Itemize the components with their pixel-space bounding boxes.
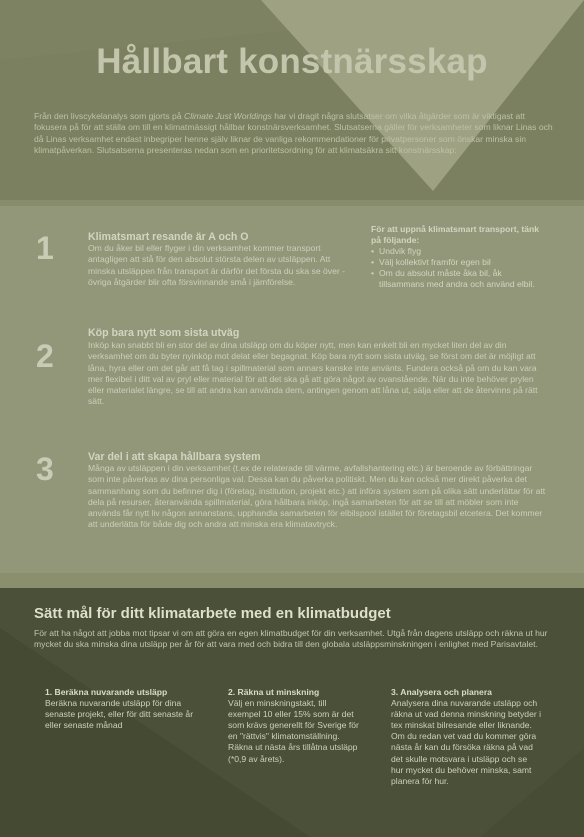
budget-step-title: 2. Räkna ut minskning <box>228 687 320 697</box>
intro-prefix: Från den livscykelanalys som gjorts på <box>34 111 184 121</box>
header-section <box>0 0 584 200</box>
header-background-triangles <box>0 0 584 200</box>
step-number-2: 2 <box>36 338 54 374</box>
step-number-1: 1 <box>36 230 54 266</box>
step-title-3: Var del i att skapa hållbara system <box>88 451 261 463</box>
budget-step-3 <box>391 687 541 787</box>
budget-step-body: Välj en minskningstakt, till exempel 10 eller 15% som är det som krävs generellt för Sverige för en "rättvis" klimatomställning. Räkna ut nästa års tillåtna utsläpp (*0,9 av årets). <box>228 698 359 764</box>
budget-step-body: Analysera dina nuvarande utsläpp och räkna ut vad denna minskning betyder i tex minskat bilresande eller liknande. Om du redan vet vad du kommer göra nästa år kan du försöka räkna på vad det skulle motsvara i utsläpp och se hur mycket du behöver minska, samt planera för hur. <box>391 698 542 786</box>
step-body-3: Många av utsläppen i din verksamhet (t.ex de relaterade till värme, avfallshantering etc.) är beroende av förbättringar som inte påverkas av dina personliga val. Dessa kan du påverka politiskt. Men du kan också mer direkt påverka det sammanhang som du befinner dig i (företag, institution, projekt etc.) att införa system som på olika sätt underlättar för att dela på resurser, återanvända spillmaterial, göra hållbara inköp, ingå samarbeten för att se till att möbler som inte används får nytt liv någon annanstans, upphandla samarbeten för elbilspool istället för företagsbil etcetera. Det kommer att underlätta för både dig och andra att minska era klimatavtryck. <box>88 463 546 530</box>
tips-item: • Välj kollektivt framför egen bil <box>371 257 546 268</box>
budget-step-body: Beräkna nuvarande utsläpp för dina senaste projekt, eller för ditt senaste år eller senaste månad <box>45 698 194 731</box>
budget-step-1 <box>45 687 203 731</box>
step-title-1: Klimatsmart resande är A och O <box>88 231 249 243</box>
step-number-3: 3 <box>36 451 54 487</box>
page-title: Hållbart konstnärsskap <box>96 42 488 81</box>
step-title-2: Köp bara nytt som sista utväg <box>88 327 240 339</box>
transport-tips <box>371 224 546 291</box>
intro-project-name: Climate Just Worldings <box>183 111 272 121</box>
intro-paragraph <box>34 111 554 156</box>
step-body-1: Om du åker bil eller flyger i din verksamhet kommer transport antagligen att stå för den absolut största delen av utsläppen. Att minska utsläppen från transport är därför det första du ska se över - övriga åtgärder blir ofta försvinnande små i jämförelse. <box>88 243 345 287</box>
climate-budget-section <box>0 588 584 837</box>
tips-list <box>371 246 546 290</box>
budget-step-title: 1. Beräkna nuvarande utsläpp <box>45 687 168 697</box>
tips-item: • Om du absolut måste åka bil, åk tillsammans med andra och använd elbil. <box>371 268 546 290</box>
intro-suffix: har vi dragit några slutsatser om vilka åtgärder som är viktigast att fokusera på för att ställa om till en klimatmässigt hållbar konstnärsverksamhet. Slutsatserna gäller för verksamheter som liknar Linas och då Linas verksamhet endast inbegriper henne själv liknar de vanliga rekommendationer för privatpersoner som önskar minska sin klimatpåverkan. Slutsatserna presenteras nedan som en prioritetsordning för att klimatsäkra sitt konstnärsskap: <box>34 111 553 155</box>
budget-step-2 <box>228 687 360 765</box>
budget-title: Sätt mål för ditt klimatarbete med en klimatbudget <box>34 605 391 622</box>
step-body-2: Inköp kan snabbt bli en stor del av dina utsläpp om du köper nytt, men kan enkelt bli en mycket liten del av din verksamhet om du byter nyinköp mot delat eller begagnat. Köp bara nytt som sista utväg, se först om det är möjligt att låna, hyra eller om det går att få tag i spillmaterial som annars kanske inte använts. Fundera också på om du kan vara mer flexibel i ditt val av pryl eller material för att det ska gå att göra något av ovanstående. När du inte behöver prylen eller materialet längre, se till att andra kan använda dem, antingen genom att låna ut, sälja eller att de återvinns på rätt sätt. <box>88 340 538 407</box>
budget-intro: För att ha något att jobba mot tipsar vi om att göra en egen klimatbudget för din verksamhet. Utgå från dagens utsläpp och räkna ut hur mycket du ska minska dina utsläpp per år för att vara med och bidra till den globala utsläppsminskningen i enlighet med Parisavtalet. <box>34 628 548 650</box>
tips-heading: För att uppnå klimatsmart transport, tänk på följande: <box>371 224 540 246</box>
tips-item: • Undvik flyg <box>371 246 546 257</box>
budget-step-title: 3. Analysera och planera <box>391 687 492 697</box>
